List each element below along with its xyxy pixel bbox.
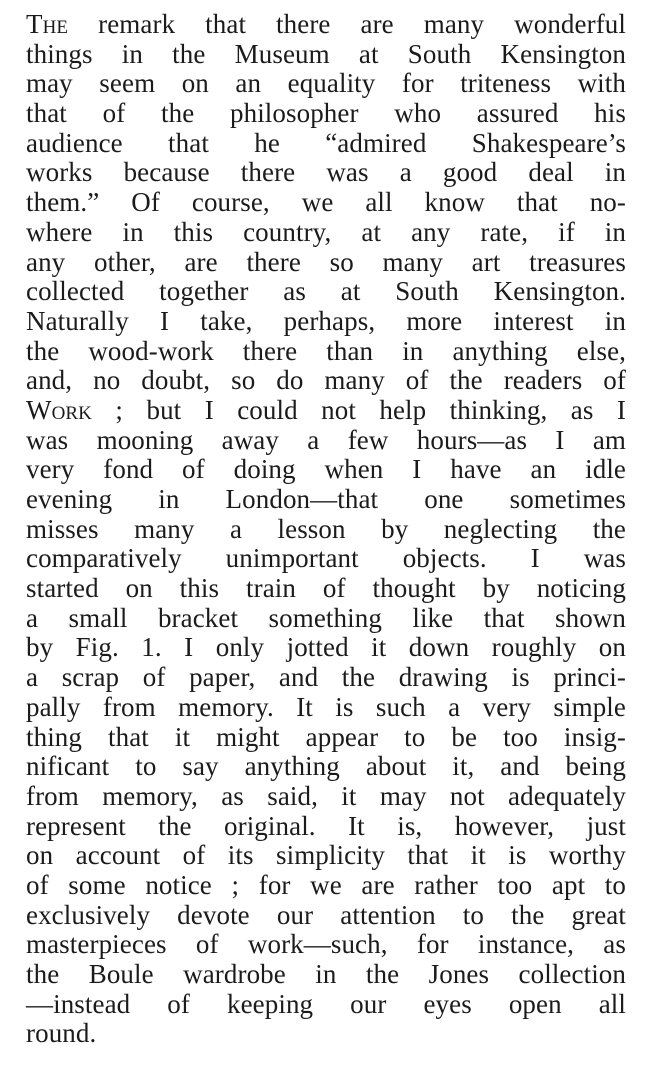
text-line: exclusively devote our attention to the great	[26, 899, 626, 930]
text-line: started on this train of thought by noticing	[26, 573, 626, 604]
text-line: collected together as at South Kensington.	[26, 276, 626, 307]
text-line: round.	[26, 1018, 97, 1049]
text-line: by Fig. 1. I only jotted it down roughly on	[26, 632, 626, 663]
text-line: nificant to say anything about it, and being	[26, 751, 626, 782]
text-line: pally from memory. It is such a very simple	[26, 691, 626, 722]
article-body	[26, 10, 626, 1049]
text-line: of some notice ; for we are rather too apt to	[26, 869, 626, 900]
text-line: where in this country, at any rate, if in	[26, 216, 626, 247]
text-line: things in the Museum at South Kensington	[26, 38, 626, 69]
text-line: comparatively unimportant objects. I was	[26, 543, 626, 574]
text-line: a small bracket something like that shown	[26, 602, 626, 633]
text-line: the Boule wardrobe in the Jones collection	[26, 959, 626, 989]
text-line: The remark that there are many wonderful	[26, 9, 626, 39]
text-line: very fond of doing when I have an idle	[26, 454, 626, 485]
text-line: any other, are there so many art treasures	[26, 246, 626, 277]
text-line: audience that he “admired Shakespeare’s	[26, 127, 626, 158]
text-line: evening in London—that one sometimes	[26, 484, 626, 514]
text-line: them.” Of course, we all know that no-	[26, 187, 626, 218]
text-line: the wood-work there than in anything else,	[26, 335, 626, 366]
text-line: a scrap of paper, and the drawing is princi-	[26, 662, 626, 693]
text-line: on account of its simplicity that it is worthy	[26, 840, 626, 871]
opening-word: The	[26, 9, 69, 39]
text-line: represent the original. It is, however, just	[26, 810, 626, 841]
text-line: from memory, as said, it may not adequately	[26, 780, 626, 811]
text-line: thing that it might appear to be too insig-	[26, 721, 626, 752]
text-line: may seem on an equality for triteness with	[26, 68, 626, 99]
text-line: was mooning away a few hours—as I am	[26, 424, 626, 455]
text-line: masterpieces of work—such, for instance, as	[26, 929, 626, 960]
publication-name: Work	[26, 394, 92, 425]
text-line: —instead of keeping our eyes open all	[26, 988, 626, 1019]
text-line: and, no doubt, so do many of the readers of	[26, 365, 626, 396]
text-line: that of the philosopher who assured his	[26, 98, 626, 129]
text-line: Work ; but I could not help thinking, as I	[26, 394, 626, 425]
text-line: works because there was a good deal in	[26, 157, 626, 188]
text-line: Naturally I take, perhaps, more interest in	[26, 305, 626, 336]
text-line: misses many a lesson by neglecting the	[26, 513, 626, 544]
